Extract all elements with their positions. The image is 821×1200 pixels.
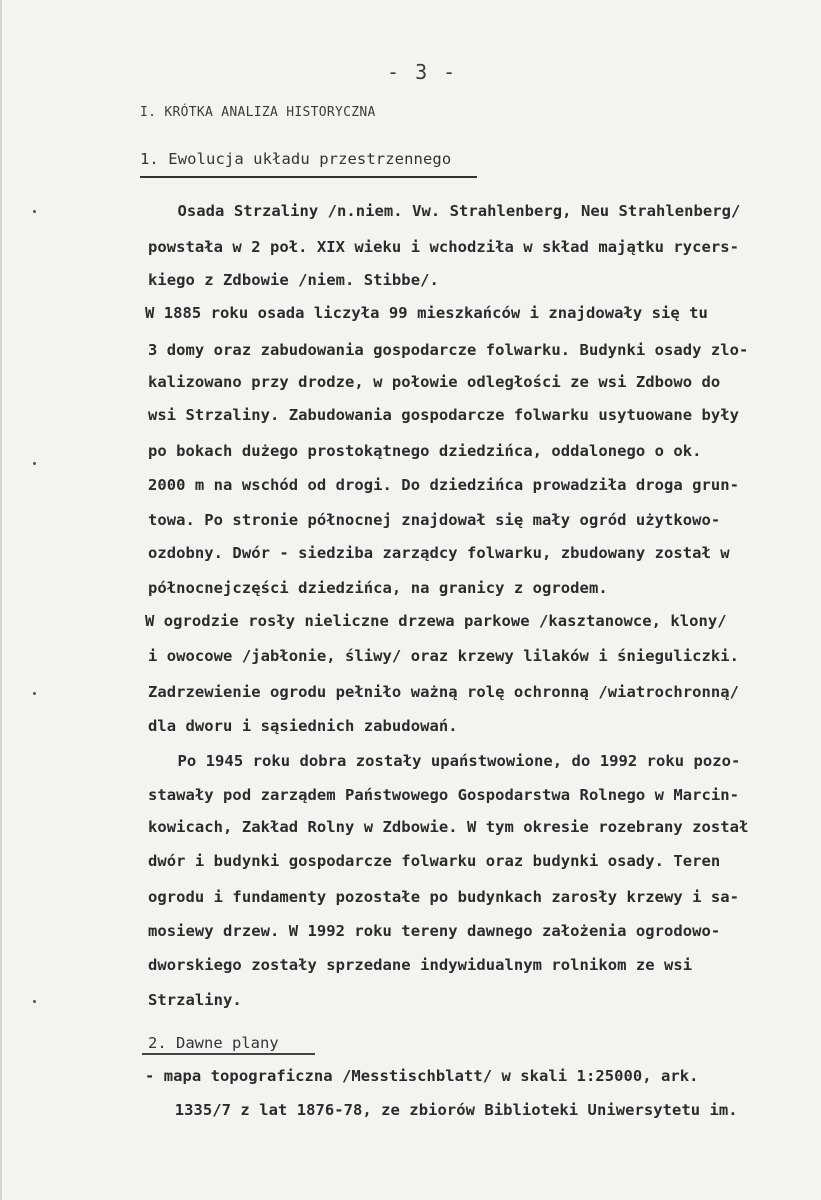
plans-line: - mapa topograficzna /Messtischblatt/ w skali 1:25000, ark. <box>145 1067 699 1085</box>
subsection-underline <box>142 1053 315 1055</box>
margin-punch-mark <box>33 210 36 213</box>
subsection-title: 2. Dawne plany <box>148 1034 279 1052</box>
paragraph-line: kowicach, Zakład Rolny w Zdbowie. W tym okresie rozebrany został <box>148 818 749 836</box>
paragraph-line: powstała w 2 poł. XIX wieku i wchodziła w skład majątku rycers- <box>148 238 740 256</box>
paragraph-line: towa. Po stronie północnej znajdował się mały ogród użytkowo- <box>148 511 721 529</box>
section-title: I. KRÓTKA ANALIZA HISTORYCZNA <box>140 105 376 120</box>
paragraph-line: Zadrzewienie ogrodu pełniło ważną rolę ochronną /wiatrochronną/ <box>148 683 740 701</box>
paragraph-line: mosiewy drzew. W 1992 roku tereny dawnego założenia ogrodowo- <box>148 922 721 940</box>
margin-punch-mark <box>33 692 36 695</box>
paragraph-line: północnejczęści dziedzińca, na granicy z ogrodem. <box>148 579 608 597</box>
paragraph-line: po bokach dużego prostokątnego dziedzińca, oddalonego o ok. <box>148 442 702 460</box>
paragraph-line: dwór i budynki gospodarcze folwarku oraz budynki osady. Teren <box>148 852 721 870</box>
paragraph-line: ozdobny. Dwór - siedziba zarządcy folwarku, zbudowany został w <box>148 544 730 562</box>
paragraph-line: W ogrodzie rosły nieliczne drzewa parkowe /kasztanowce, klony/ <box>145 612 727 630</box>
paragraph-line: ogrodu i fundamenty pozostałe po budynkach zarosły krzewy i sa- <box>148 888 740 906</box>
paragraph-line: stawały pod zarządem Państwowego Gospodarstwa Rolnego w Marcin- <box>148 786 740 804</box>
subsection-underline <box>140 176 477 178</box>
margin-punch-mark <box>33 1000 36 1003</box>
paragraph-line: W 1885 roku osada liczyła 99 mieszkańców i znajdowały się tu <box>145 304 708 322</box>
paragraph-line: Strzaliny. <box>148 991 242 1009</box>
paragraph-line: i owocowe /jabłonie, śliwy/ oraz krzewy lilaków i śnieguliczki. <box>148 647 740 665</box>
paragraph-line: wsi Strzaliny. Zabudowania gospodarcze folwarku usytuowane były <box>148 406 740 424</box>
page-number: - 3 - <box>387 60 458 84</box>
paragraph-line: Po 1945 roku dobra zostały upaństwowione, do 1992 roku pozo- <box>140 752 741 770</box>
paragraph-line: dworskiego zostały sprzedane indywidualnym rolnikom ze wsi <box>148 956 693 974</box>
subsection-title: 1. Ewolucja układu przestrzennego <box>140 150 452 168</box>
paragraph-line: 3 domy oraz zabudowania gospodarcze folwarku. Budynki osady zlo- <box>148 341 749 359</box>
paragraph-line: Osada Strzaliny /n.niem. Vw. Strahlenberg, Neu Strahlenberg/ <box>140 202 741 220</box>
plans-line: 1335/7 z lat 1876-78, ze zbiorów Biblioteki Uniwersytetu im. <box>156 1101 738 1119</box>
paragraph-line: kiego z Zdbowie /niem. Stibbe/. <box>148 271 439 289</box>
paragraph-line: 2000 m na wschód od drogi. Do dziedzińca prowadziła droga grun- <box>148 476 740 494</box>
margin-punch-mark <box>33 462 36 465</box>
paragraph-line: dla dworu i sąsiednich zabudowań. <box>148 717 458 735</box>
paragraph-line: kalizowano przy drodze, w połowie odległości ze wsi Zdbowo do <box>148 373 721 391</box>
